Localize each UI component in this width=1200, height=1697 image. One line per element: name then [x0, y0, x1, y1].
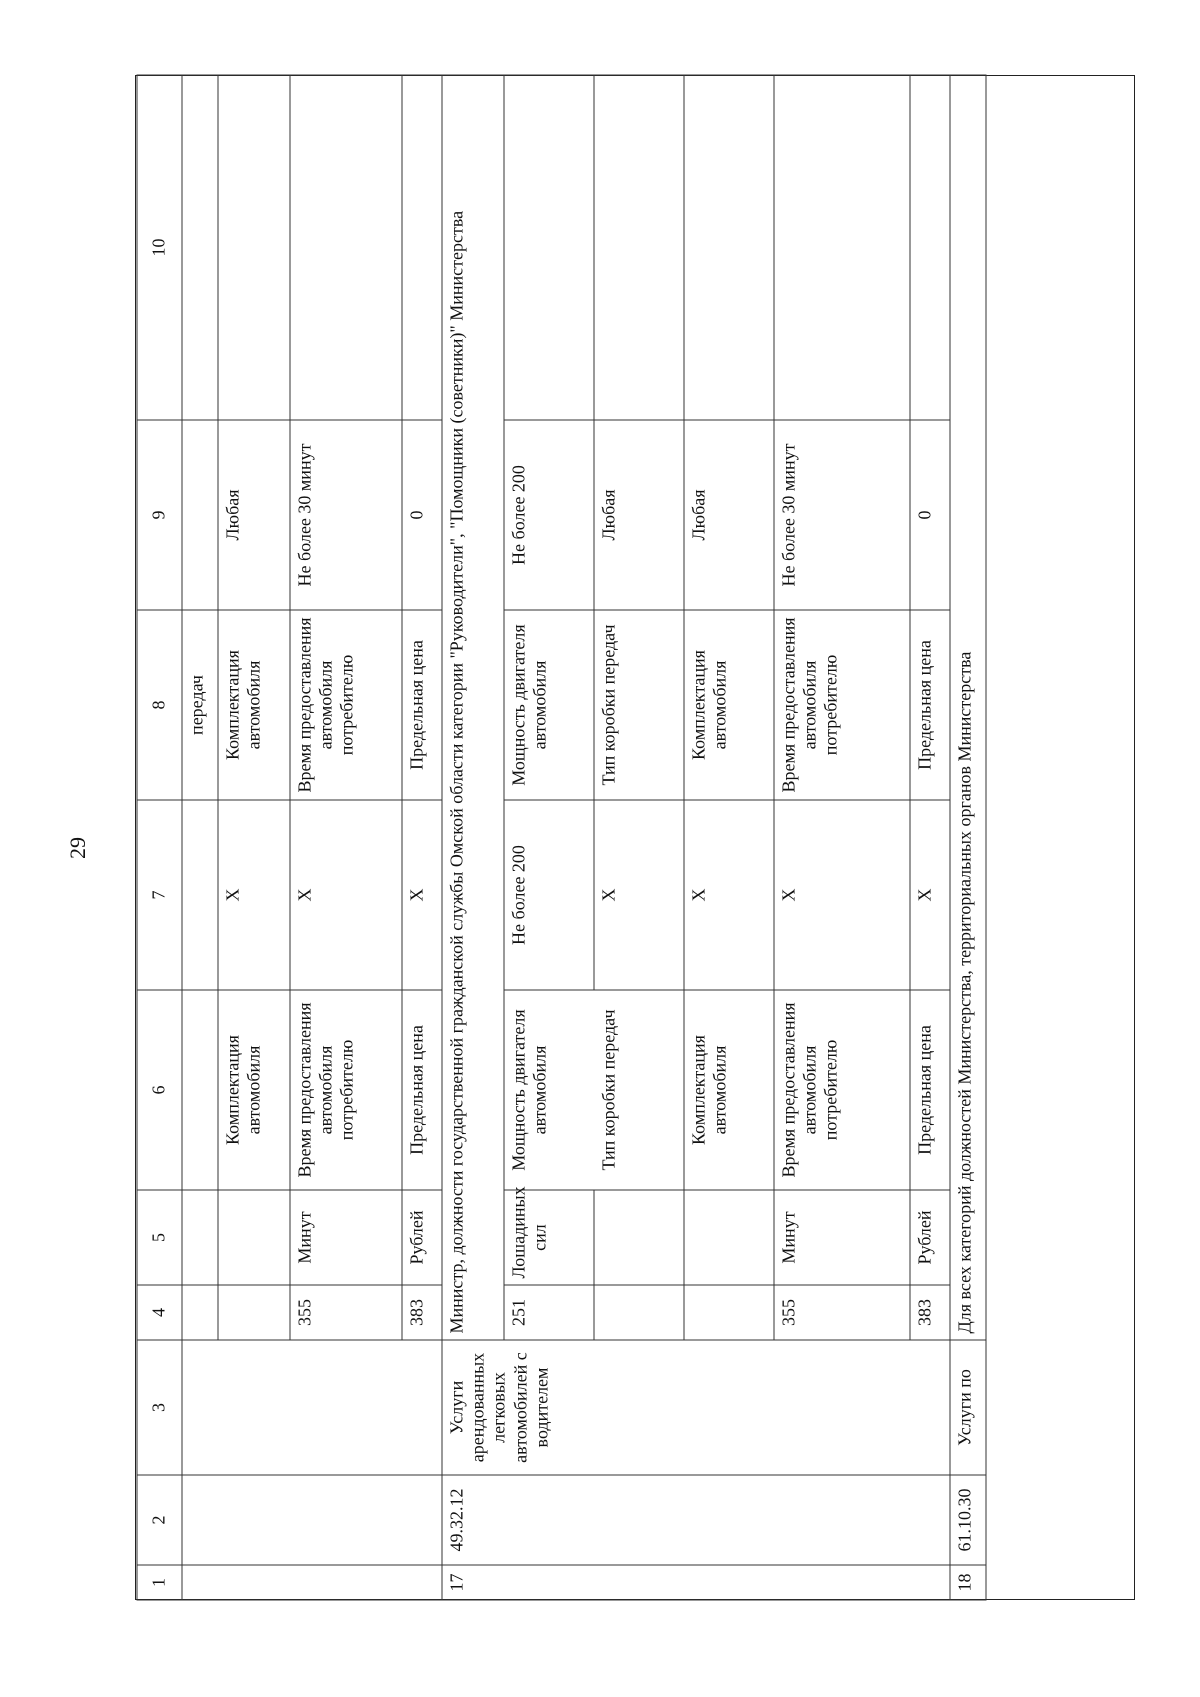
cell-characteristic: Комплектация автомобиля: [684, 990, 774, 1190]
cell-value: Не более 30 минут: [290, 420, 402, 610]
cell-service-name: Услуги арендованных легковых автомобилей с водителем: [442, 1340, 950, 1475]
cell-value: X: [774, 800, 910, 990]
cell-empty: [182, 1285, 218, 1340]
cell-okpd2-code: 61.10.30: [950, 1475, 986, 1565]
cell-okei-code: 383: [402, 1285, 442, 1340]
cell-empty: [910, 75, 950, 420]
cell-empty: [684, 1285, 774, 1340]
cell-characteristic: Комплектация автомобиля: [684, 610, 774, 800]
cell-empty: [182, 800, 218, 990]
cell-characteristic: Тип коробки передач: [594, 610, 684, 800]
cell-empty: [402, 75, 442, 420]
cell-characteristic: Время предоставления автомобиля потребителю: [774, 990, 910, 1190]
cell-okei-code: 355: [774, 1285, 910, 1340]
cell-value: Не более 200: [504, 800, 594, 990]
table-row: [182, 75, 218, 1600]
cell-gearbox-cont: передач: [182, 610, 218, 800]
table-frame: [135, 75, 1135, 1600]
cell-value: X: [910, 800, 950, 990]
cell-okei-code: 251: [504, 1285, 594, 1340]
cell-row-number: 17: [442, 1565, 950, 1600]
cell-okpd2-code: 49.32.12: [442, 1475, 950, 1565]
page-number: 29: [65, 837, 90, 859]
cell-empty: [504, 75, 594, 420]
cell-value: X: [684, 800, 774, 990]
cell-characteristic: Мощность двигателя автомобиля: [504, 610, 594, 800]
cell-value: X: [218, 800, 290, 990]
cell-characteristic: Предельная цена: [910, 610, 950, 800]
cell-unit: Лошадиных сил: [504, 1190, 594, 1285]
cell-empty: [290, 75, 402, 420]
cell-empty: [684, 75, 774, 420]
header-cell-1: 1: [137, 1565, 182, 1600]
cell-unit: Рублей: [402, 1190, 442, 1285]
cell-empty: [182, 990, 218, 1190]
header-cell-2: 2: [137, 1475, 182, 1565]
header-cell-3: 3: [137, 1340, 182, 1475]
header-row: [137, 75, 182, 1600]
cell-empty: [594, 1285, 684, 1340]
cell-okei-code: 383: [910, 1285, 950, 1340]
cell-value: Любая: [218, 420, 290, 610]
cell-empty: [182, 1340, 442, 1475]
cell-characteristic: Тип коробки передач: [594, 990, 684, 1190]
cell-characteristic: Время предоставления автомобиля потребителю: [290, 610, 402, 800]
cell-characteristic: Предельная цена: [402, 990, 442, 1190]
cell-empty: [218, 75, 290, 420]
cell-empty: [182, 1565, 442, 1600]
cell-characteristic: Комплектация автомобиля: [218, 990, 290, 1190]
cell-value: 0: [910, 420, 950, 610]
header-cell-6: 6: [137, 990, 182, 1190]
cell-value: X: [290, 800, 402, 990]
rotated-table-container: [137, 76, 1137, 1601]
header-cell-4: 4: [137, 1285, 182, 1340]
cell-value: 0: [402, 420, 442, 610]
header-cell-5: 5: [137, 1190, 182, 1285]
cell-okei-code: 355: [290, 1285, 402, 1340]
cell-service-name: Услуги по: [950, 1340, 986, 1475]
cell-empty: [594, 1190, 684, 1285]
cell-empty: [218, 1285, 290, 1340]
cell-empty: [218, 1190, 290, 1285]
cell-empty: [774, 75, 910, 420]
requirements-table: [137, 75, 987, 1601]
cell-empty: [182, 1190, 218, 1285]
table-row: [950, 75, 986, 1600]
cell-empty: [182, 75, 218, 420]
table-row: [442, 75, 504, 1600]
cell-characteristic: Предельная цена: [910, 990, 950, 1190]
cell-value: Любая: [594, 420, 684, 610]
cell-empty: [684, 1190, 774, 1285]
cell-row-number: 18: [950, 1565, 986, 1600]
cell-empty: [182, 1475, 442, 1565]
header-cell-10: 10: [137, 75, 182, 420]
cell-characteristic: Время предоставления автомобиля потребителю: [774, 610, 910, 800]
cell-value: X: [402, 800, 442, 990]
cell-category-span: Министр, должности государственной гражданской службы Омской области категории "Руководители", "Помощники (советники)" Министерства: [442, 75, 504, 1340]
cell-value: Не более 200: [504, 420, 594, 610]
cell-value: Любая: [684, 420, 774, 610]
cell-characteristic: Комплектация автомобиля: [218, 610, 290, 800]
cell-characteristic: Время предоставления автомобиля потребителю: [290, 990, 402, 1190]
cell-unit: Рублей: [910, 1190, 950, 1285]
header-cell-7: 7: [137, 800, 182, 990]
header-cell-8: 8: [137, 610, 182, 800]
cell-characteristic: Предельная цена: [402, 610, 442, 800]
header-cell-9: 9: [137, 420, 182, 610]
cell-category-span: Для всех категорий должностей Министерства, территориальных органов Министерства: [950, 75, 986, 1340]
cell-unit: Минут: [290, 1190, 402, 1285]
cell-empty: [182, 420, 218, 610]
cell-unit: Минут: [774, 1190, 910, 1285]
cell-value: Не более 30 минут: [774, 420, 910, 610]
cell-characteristic: Мощность двигателя автомобиля: [504, 990, 594, 1190]
cell-empty: [594, 75, 684, 420]
cell-value: X: [594, 800, 684, 990]
